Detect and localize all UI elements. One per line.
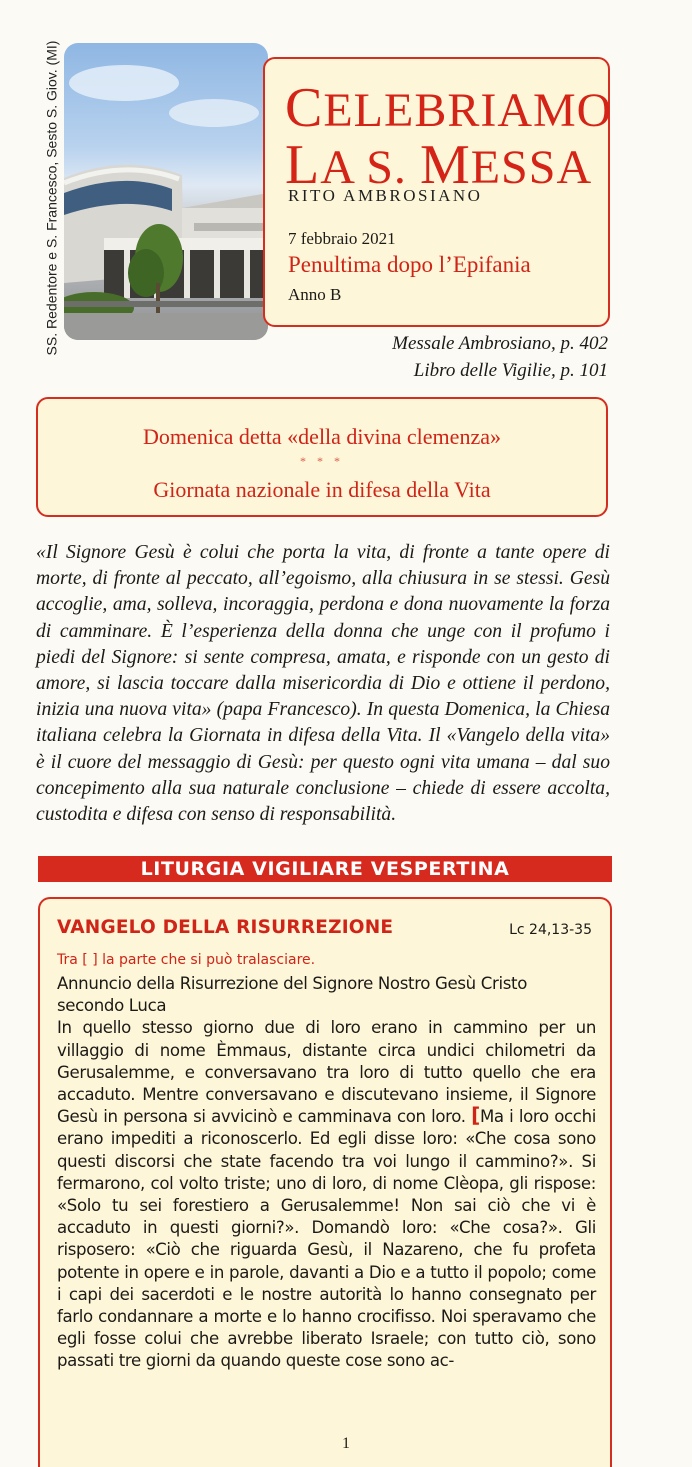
gospel-text-before: In quello stesso giorno due di loro erano in cammino per un villaggio di nome Èmmaus, distante circa undici chilometri da Gerusalemme, e conversavano tra loro di tutto quello che era accaduto. Mentre conversavano e discutevano insieme, il Signore Gesù in persona si avvicinò e camminava con loro. xyxy=(57,1018,596,1127)
gospel-reference: Lc 24,13-35 xyxy=(509,922,592,938)
church-photo xyxy=(64,43,268,340)
vigilie-reference: Libro delle Vigilie, p. 101 xyxy=(413,360,608,381)
omission-note: Tra [ ] la parte che si può tralasciare. xyxy=(57,952,316,968)
celebration-date: 7 febbraio 2021 xyxy=(288,229,396,248)
occasion-line-2: Giornata nazionale in difesa della Vita xyxy=(153,477,491,502)
photo-caption-text: SS. Redentore e S. Francesco, Sesto S. Giov. (MI) xyxy=(43,40,59,355)
occasion-line-1: Domenica detta «della divina clemenza» xyxy=(143,424,501,449)
gospel-box xyxy=(38,897,612,1467)
gospel-intro: Annuncio della Risurrezione del Signore Nostro Gesù Cristo secondo Luca xyxy=(57,974,528,1016)
gospel-text-after: Ma i loro occhi erano impediti a riconoscerlo. Ed egli disse loro: «Che cosa sono questi discorsi che state facendo tra voi lungo il cammino?». Si fermarono, col volto triste; uno di loro, di nome Clèopa, gli rispose: «Solo tu sei forestiero a Gerusalemme! Non sai ciò che vi è accaduto in questi giorni?». Domandò loro: «Che cosa?». Gli risposero: «Ciò che riguarda Gesù, il Nazareno, che fu profeta potente in opere e in parole, davanti a Dio e a tutto il popolo; come i capi dei sacerdoti e le nostre autorità lo hanno consegnato per farlo condannare a morte e lo hanno crocifisso. Noi speravamo che egli fosse colui che avrebbe liberato Israele; con tutto ciò, sono passati tre giorni da quando queste cose sono ac- xyxy=(57,1107,596,1371)
pope-quote-paragraph: «Il Signore Gesù è colui che porta la vita, di fronte a tante opere di morte, di fronte al peccato, all’egoismo, alla chiusura in se stessi. Gesù accoglie, ama, solleva, incoraggia, perdona e dona nuovamente la forza di camminare. È l’esperienza della donna che unge con il profumo i piedi del Signore: si sente compresa, amata, e risponde con un gesto di amore, si lascia toccare dalla misericordia di Dio e ottiene il perdono, inizia una nuova vita» (papa Francesco). In questa Domenica, la Chiesa italiana celebra la Giornata in difesa della Vita. Il «Vangelo della vita» è il cuore del messaggio di Gesù: per questo ogni vita umana – dal suo concepimento alla sua naturale conclusione – chiede di essere accolta, custodita e difesa con senso di responsabilità. xyxy=(36,542,610,826)
liturgical-year: Anno B xyxy=(288,285,342,304)
church-building-image xyxy=(64,43,268,340)
page-number: 1 xyxy=(342,1435,350,1452)
sunday-name: Penultima dopo l’Epifania xyxy=(288,252,531,277)
messale-reference: Messale Ambrosiano, p. 402 xyxy=(392,333,608,354)
photo-caption xyxy=(38,40,64,355)
gospel-title: VANGELO DELLA RISURREZIONE xyxy=(57,917,394,938)
rite-subtitle: RITO AMBROSIANO xyxy=(288,186,483,205)
main-title-line-1: CELEBRIAMO xyxy=(285,77,613,139)
omission-bracket: [ xyxy=(471,1103,480,1128)
section-banner: LITURGIA VIGILIARE VESPERTINA xyxy=(38,856,612,882)
asterism-separator: * * * xyxy=(300,454,344,468)
gospel-text xyxy=(57,973,596,1373)
occasion-box xyxy=(36,397,608,517)
main-title-line-2: LA S. MESSA xyxy=(285,134,593,196)
